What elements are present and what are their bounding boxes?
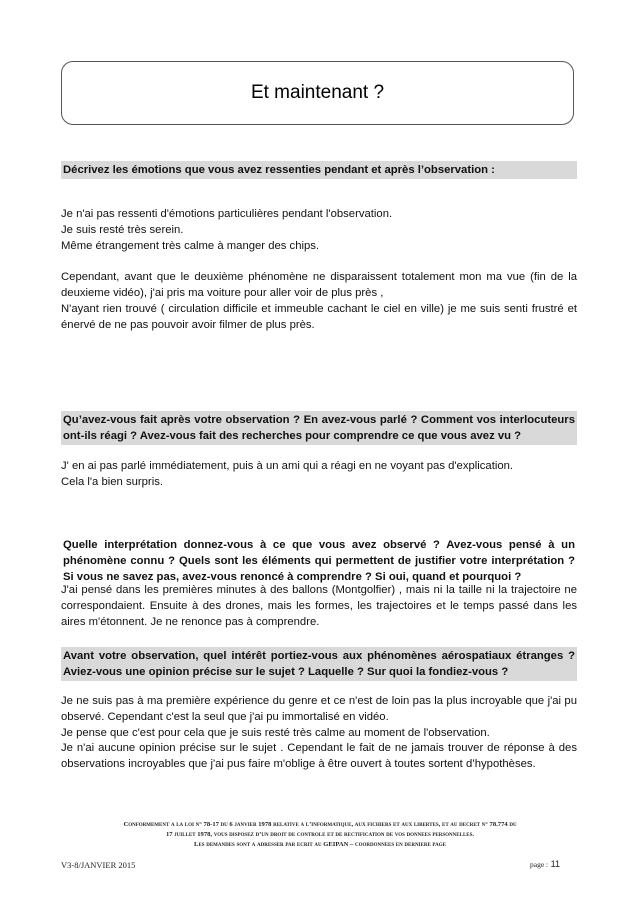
legal-line: Les demandes sont a adresser par ecrit au GEIPAN – coordonnees en derniere page xyxy=(194,841,446,848)
answer-line: J'ai pensé dans les premières minutes à des ballons (Montgolfier) , mais ni la taille ni la trajectoire ne correspondaient. Ensuite à des drones, mais les formes, les trajectoires et le temps passé dans les aires m'étonnent. Je ne renonce pas à comprendre. xyxy=(61,584,577,628)
question-interpretation: Quelle interprétation donnez-vous à ce que vous avez observé ? Avez-vous pensé à un phénomène connu ? Quels sont les éléments qui permettent de justifier votre interprétation ? Si vous ne savez pas, avez-vous renoncé à comprendre ? Si oui, quand et pourquoi ? xyxy=(61,536,577,586)
answer-prior-interest xyxy=(61,694,577,773)
answer-line: Je ne suis pas à ma première expérience du genre et ce n'est de loin pas la plus incroyable que j'ai pu observé. Cependant c'est la seul que j'ai pu immortalisé en vidéo. xyxy=(61,695,577,723)
answer-line: N'ayant rien trouvé ( circulation difficile et immeuble cachant le ciel en ville) je me suis senti frustré et énervé de ne pas pouvoir avoir filmer de plus près. xyxy=(61,302,577,331)
page-number: 11 xyxy=(550,859,560,869)
answer-line: Je n'ai aucune opinion précise sur le sujet . Cependant le fait de ne jamais trouver de réponse à des observations incroyables que j'ai pus faire m'oblige à être ouvert à toutes sortent d’hypothèses. xyxy=(61,742,577,771)
page-title: Et maintenant ? xyxy=(250,82,385,103)
answer-line: Je pense que c'est pour cela que je suis resté très calme au moment de l'observation. xyxy=(61,726,490,739)
page-label: page : xyxy=(530,860,549,869)
page-number-area xyxy=(530,859,560,869)
version-label: V3-8/JANVIER 2015 xyxy=(61,860,136,870)
answer-line: Même étrangement très calme à manger des chips. xyxy=(61,239,320,252)
question-after-observation: Qu’avez-vous fait après votre observation ? En avez-vous parlé ? Comment vos interlocuteurs ont-ils réagi ? Avez-vous fait des recherches pour comprendre ce que vous avez vu ? xyxy=(61,411,577,445)
question-prior-interest: Avant votre observation, quel intérêt portiez-vous aux phénomènes aérospatiaux étranges ? Aviez-vous une opinion précise sur le sujet ? Laquelle ? Sur quoi la fondiez-vous ? xyxy=(61,647,577,681)
question-emotions: Décrivez les émotions que vous avez ressenties pendant et après l’observation : xyxy=(61,161,577,179)
answer-line: Je suis resté très serein. xyxy=(61,223,184,236)
answer-after-observation xyxy=(61,459,577,491)
answer-emotions xyxy=(61,207,577,333)
legal-line: 17 juillet 1978, vous disposez d’un droit de controle et de rectification de vos donnees personnelles. xyxy=(165,831,475,838)
legal-notice xyxy=(80,820,560,850)
answer-line: Cela l'a bien surpris. xyxy=(61,475,163,488)
answer-line: Je n'ai pas ressenti d'émotions particulières pendant l'observation. xyxy=(61,208,393,220)
page-title-box xyxy=(61,61,574,125)
answer-interpretation xyxy=(61,583,577,630)
legal-line: Conformement a la loi n° 78-17 du 6 janvier 1978 relative a l’informatique, aux fichiers et aux libertes, et au decret n° 78.774 du xyxy=(123,821,517,828)
answer-line: J' en ai pas parlé immédiatement, puis à un ami qui a réagi en ne voyant pas d'explication. xyxy=(61,460,514,472)
answer-line: Cependant, avant que le deuxième phénomène ne disparaissent totalement mon ma vue (fin de la deuxieme vidéo), j'ai pris ma voiture pour aller voir de plus près , xyxy=(61,271,577,299)
